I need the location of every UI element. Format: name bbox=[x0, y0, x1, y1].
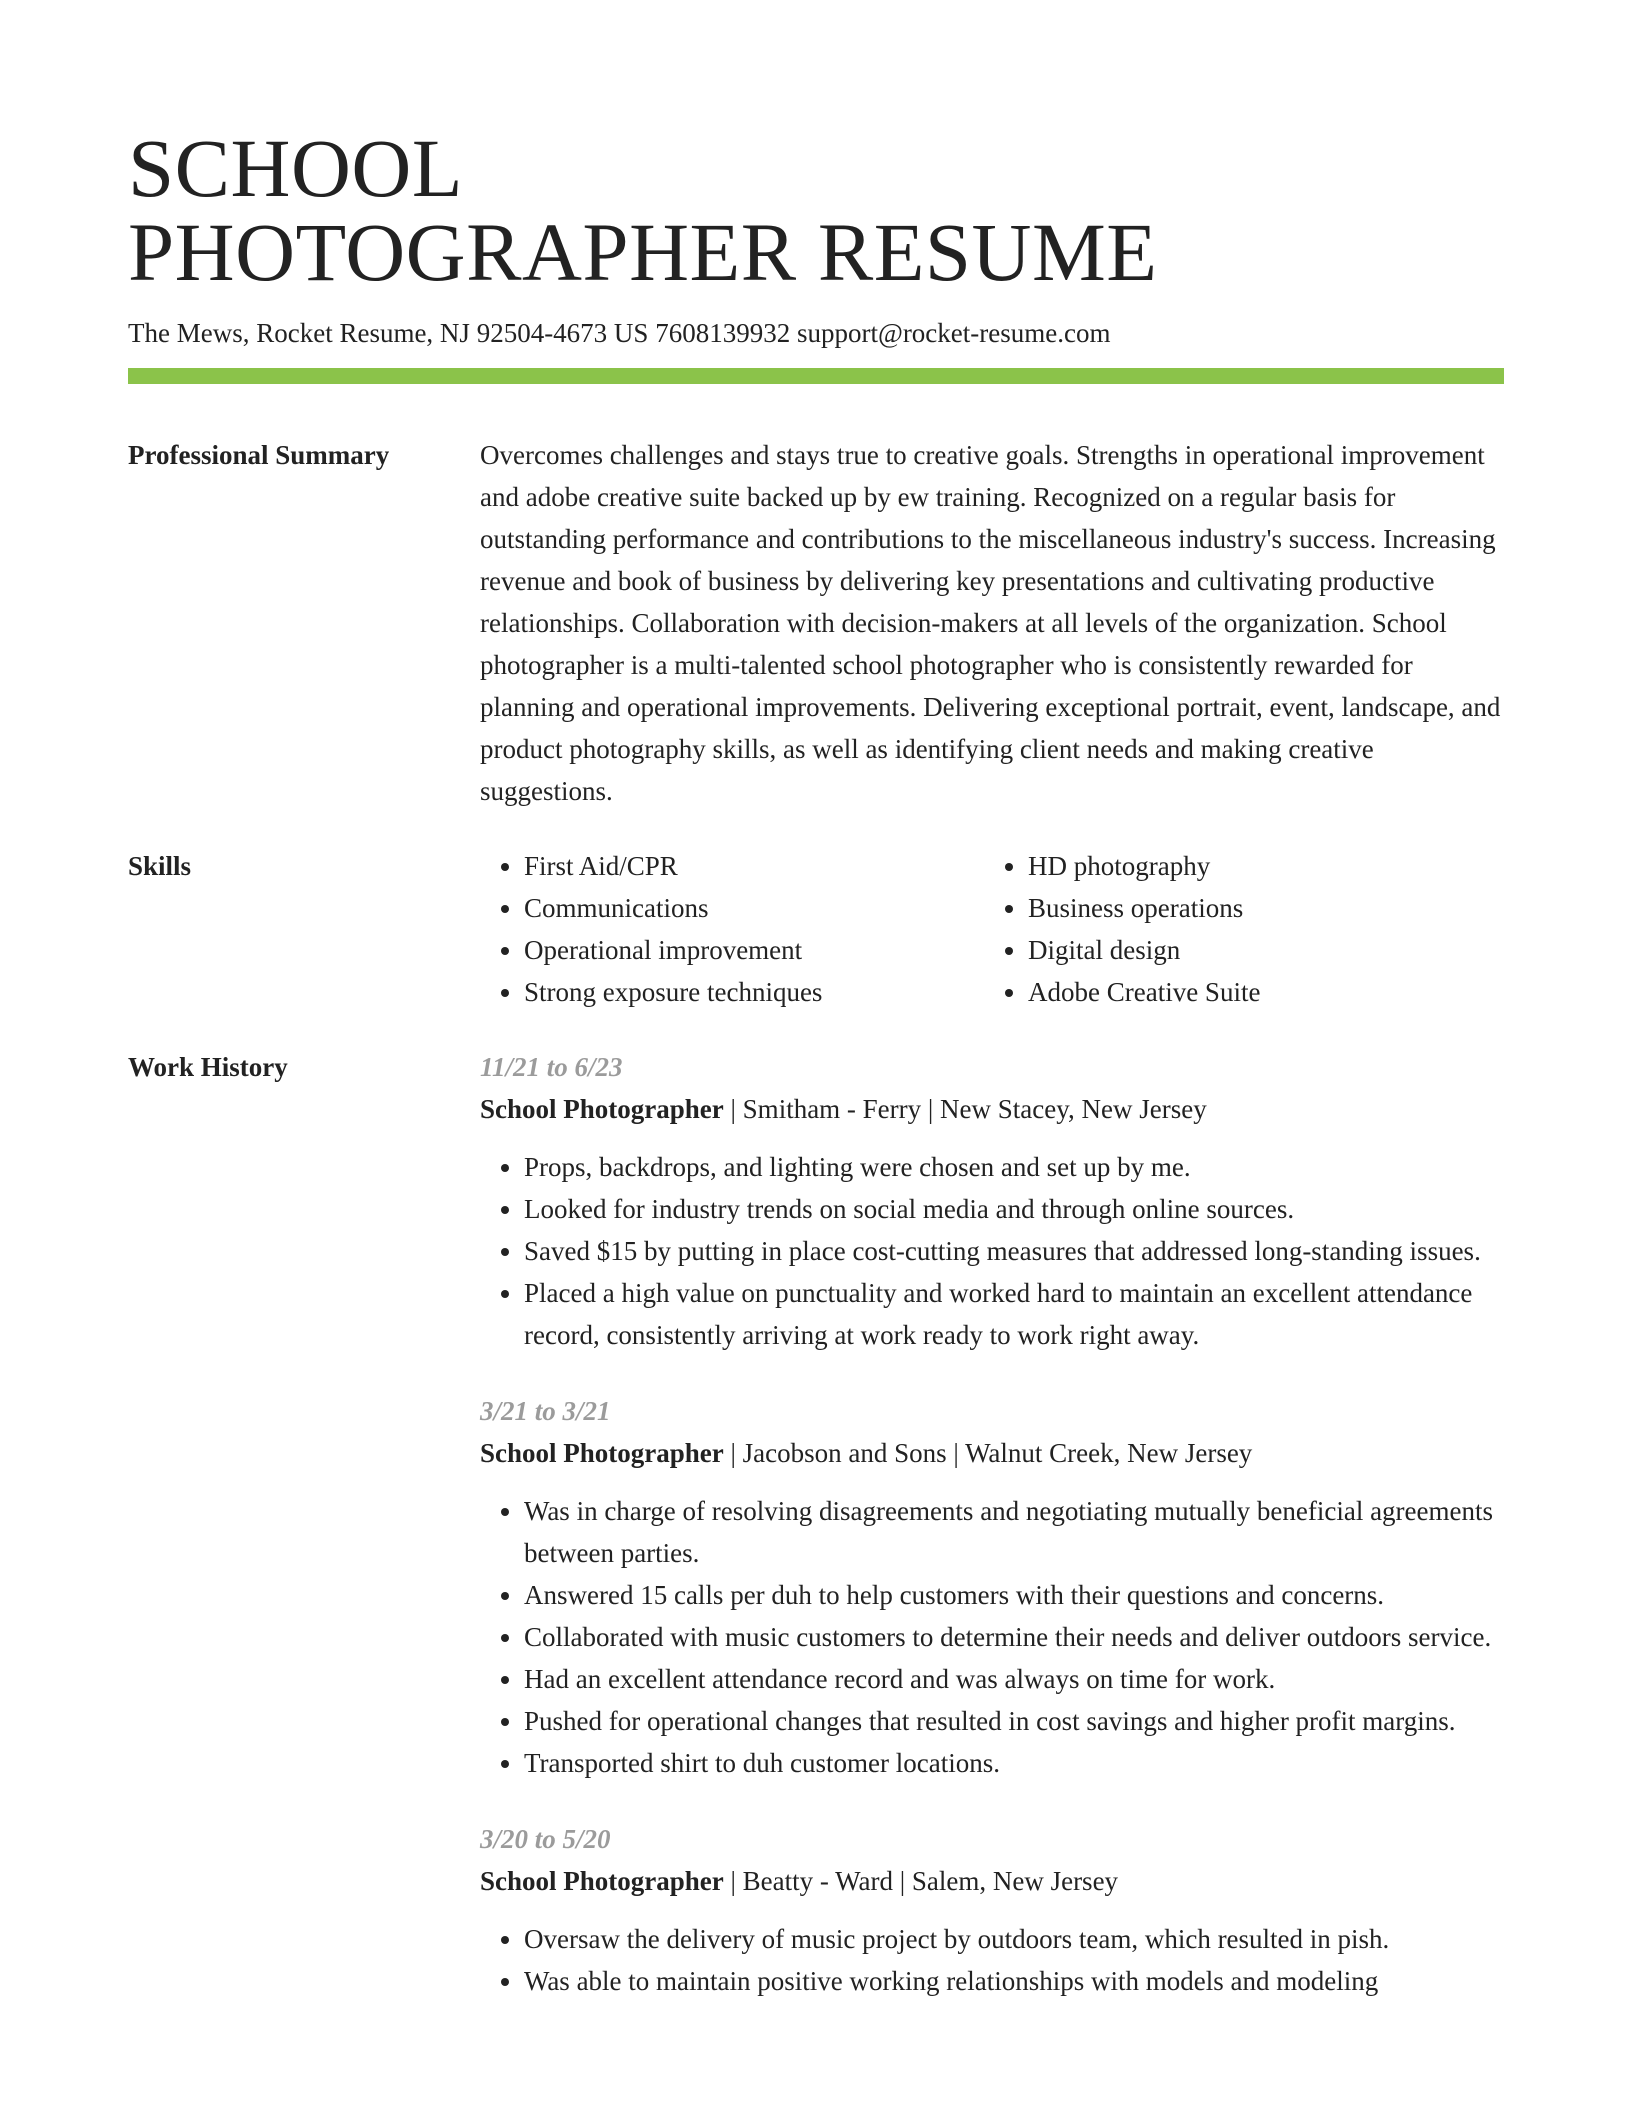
summary-section bbox=[128, 434, 1504, 812]
job-bullet: • Collaborated with music customers to determine their needs and deliver outdoors service. bbox=[524, 1616, 1504, 1658]
job-bullet: • Saved $15 by putting in place cost-cutting measures that addressed long-standing issues. bbox=[524, 1230, 1504, 1272]
job-bullet: • Transported shirt to duh customer locations. bbox=[524, 1742, 1504, 1784]
job-entry bbox=[480, 1046, 1504, 1356]
job-entry bbox=[480, 1390, 1504, 1784]
skills-column-1 bbox=[480, 845, 984, 1013]
job-bullet: • Had an excellent attendance record and was always on time for work. bbox=[524, 1658, 1504, 1700]
job-details: | Beatty - Ward | Salem, New Jersey bbox=[723, 1866, 1119, 1896]
work-history-label: Work History bbox=[128, 1052, 288, 1082]
job-header bbox=[480, 1432, 1504, 1474]
skill-item: • Operational improvement bbox=[524, 929, 984, 971]
skill-item: • Strong exposure techniques bbox=[524, 971, 984, 1013]
job-dates: 11/21 to 6/23 bbox=[480, 1052, 623, 1082]
job-bullets bbox=[480, 1146, 1504, 1356]
job-bullet: • Pushed for operational changes that resulted in cost savings and higher profit margins. bbox=[524, 1700, 1504, 1742]
job-dates: 3/21 to 3/21 bbox=[480, 1396, 611, 1426]
job-bullet: • Placed a high value on punctuality and worked hard to maintain an excellent attendance record, consistently arriving at work ready to work right away. bbox=[524, 1272, 1504, 1356]
job-bullets bbox=[480, 1490, 1504, 1784]
job-bullet: • Was in charge of resolving disagreements and negotiating mutually beneficial agreements between parties. bbox=[524, 1490, 1504, 1574]
job-bullet: • Oversaw the delivery of music project by outdoors team, which resulted in pish. bbox=[524, 1918, 1504, 1960]
skills-label: Skills bbox=[128, 851, 192, 881]
job-bullet: • Looked for industry trends on social media and through online sources. bbox=[524, 1188, 1504, 1230]
job-bullet: • Was able to maintain positive working relationships with models and modeling bbox=[524, 1960, 1504, 2002]
skill-item: • Adobe Creative Suite bbox=[1028, 971, 1504, 1013]
job-title: School Photographer bbox=[480, 1866, 724, 1896]
contact-info: The Mews, Rocket Resume, NJ 92504-4673 US 7608139932 support@rocket-resume.com bbox=[128, 318, 1111, 348]
job-title: School Photographer bbox=[480, 1094, 724, 1124]
skill-item: • HD photography bbox=[1028, 845, 1504, 887]
page-title bbox=[128, 0, 1504, 298]
job-bullet: • Props, backdrops, and lighting were chosen and set up by me. bbox=[524, 1146, 1504, 1188]
skill-item: • Communications bbox=[524, 887, 984, 929]
skill-item: • Digital design bbox=[1028, 929, 1504, 971]
work-history-list bbox=[480, 1046, 1504, 2036]
resume-page bbox=[128, 0, 1504, 2036]
job-details: | Smitham - Ferry | New Stacey, New Jersey bbox=[723, 1094, 1207, 1124]
job-header bbox=[480, 1088, 1504, 1130]
job-details: | Jacobson and Sons | Walnut Creek, New Jersey bbox=[723, 1438, 1253, 1468]
job-title: School Photographer bbox=[480, 1438, 724, 1468]
work-history-section bbox=[128, 1046, 1504, 2036]
title-line-2: PHOTOGRAPHER RESUME bbox=[128, 206, 1158, 298]
summary-label: Professional Summary bbox=[128, 440, 390, 470]
job-header bbox=[480, 1860, 1504, 1902]
title-line-1: SCHOOL bbox=[128, 122, 464, 214]
skills-column-2 bbox=[984, 845, 1504, 1013]
job-dates: 3/20 to 5/20 bbox=[480, 1824, 611, 1854]
summary-text: Overcomes challenges and stays true to creative goals. Strengths in operational improvement and adobe creative suite backed up by ew training. Recognized on a regular basis for outstanding performance and contributions to the miscellaneous industry's success. Increasing revenue and book of business by delivering key presentations and cultivating productive relationships. Collaboration with decision-makers at all levels of the organization. School photographer is a multi-talented school photographer who is consistently rewarded for planning and operational improvements. Delivering exceptional portrait, event, landscape, and product photography skills, as well as identifying client needs and making creative suggestions. bbox=[480, 440, 1501, 806]
skill-item: • Business operations bbox=[1028, 887, 1504, 929]
job-bullets bbox=[480, 1918, 1504, 2002]
skills-section bbox=[128, 845, 1504, 1013]
job-bullet: • Answered 15 calls per duh to help customers with their questions and concerns. bbox=[524, 1574, 1504, 1616]
job-entry bbox=[480, 1818, 1504, 2002]
skill-item: • First Aid/CPR bbox=[524, 845, 984, 887]
accent-divider bbox=[128, 368, 1504, 384]
skills-grid bbox=[480, 845, 1504, 1013]
